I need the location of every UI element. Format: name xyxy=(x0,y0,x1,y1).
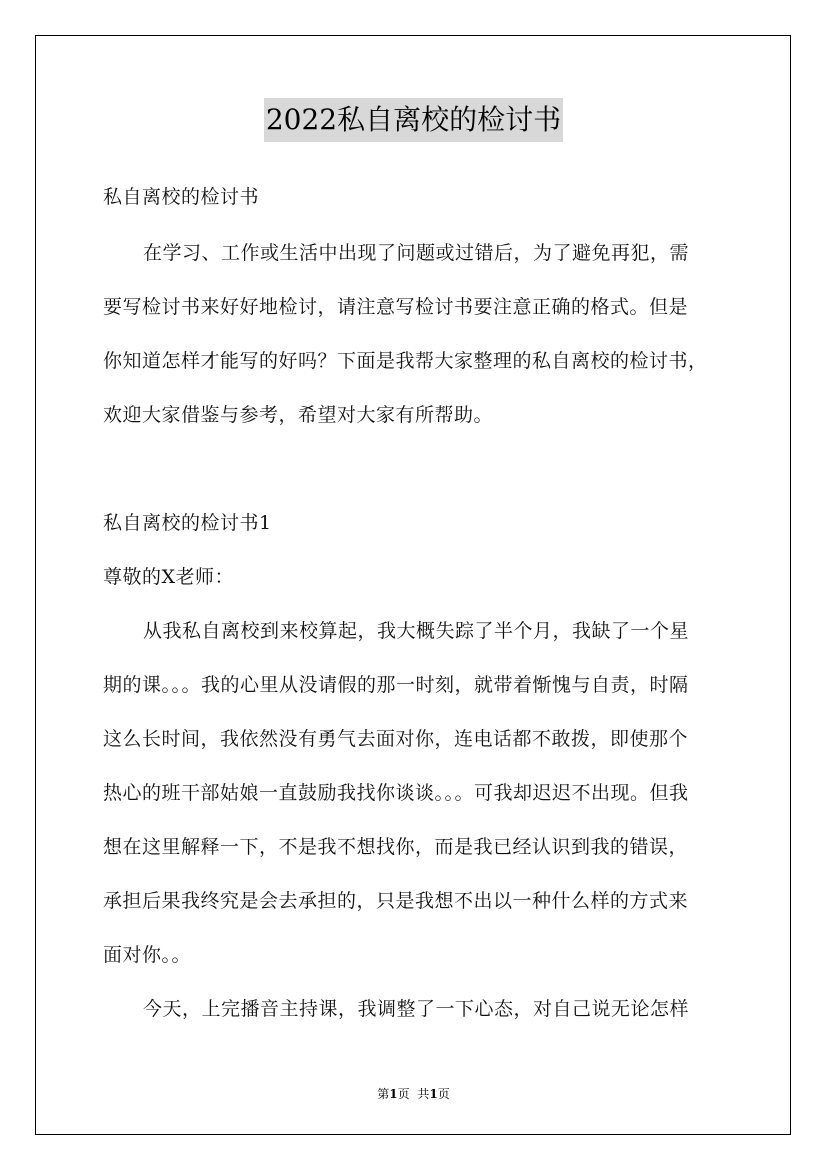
footer-total-number: 1 xyxy=(429,1087,438,1101)
footer-total-suffix: 页 xyxy=(437,1087,450,1101)
subtitle: 私自离校的检讨书 xyxy=(103,186,260,208)
paragraph-line: 想在这里解释一下，不是我不想找你，而是我已经认识到我的错误， xyxy=(103,836,689,858)
footer-page-suffix: 页 xyxy=(397,1087,410,1101)
footer-total-prefix: 共 xyxy=(417,1087,430,1101)
paragraph-line: 面对你。。 xyxy=(103,944,192,966)
paragraph-line: 承担后果我终究是会去承担的，只是我想不出以一种什么样的方式来 xyxy=(103,890,689,912)
footer-page-prefix: 第 xyxy=(377,1087,390,1101)
paragraph-line: 你知道怎样才能写的好吗？下面是我帮大家整理的私自离校的检讨书， xyxy=(103,350,708,372)
document-title: 2022私自离校的检讨书 xyxy=(0,98,827,142)
paragraph-line: 这么长时间，我依然没有勇气去面对你，连电话都不敢拨，即使那个 xyxy=(103,728,689,750)
paragraph-line: 在学习、工作或生活中出现了问题或过错后，为了避免再犯，需 xyxy=(143,242,690,264)
footer-page-number: 1 xyxy=(389,1087,398,1101)
paragraph-line: 期的课。。。我的心里从没请假的那一时刻，就带着惭愧与自责，时隔 xyxy=(103,674,689,696)
salutation: 尊敬的X老师： xyxy=(103,566,235,588)
section-heading: 私自离校的检讨书1 xyxy=(103,512,272,534)
paragraph-line: 今天，上完播音主持课，我调整了一下心态，对自己说无论怎样 xyxy=(143,998,690,1020)
page-footer xyxy=(0,1085,827,1102)
paragraph-line: 从我私自离校到来校算起，我大概失踪了半个月，我缺了一个星 xyxy=(143,620,690,642)
paragraph-line: 欢迎大家借鉴与参考，希望对大家有所帮助。 xyxy=(103,404,494,426)
paragraph-line: 热心的班干部姑娘一直鼓励我找你谈谈。。。可我却迟迟不出现。但我 xyxy=(103,782,689,804)
paragraph-line: 要写检讨书来好好地检讨，请注意写检讨书要注意正确的格式。但是 xyxy=(103,296,689,318)
